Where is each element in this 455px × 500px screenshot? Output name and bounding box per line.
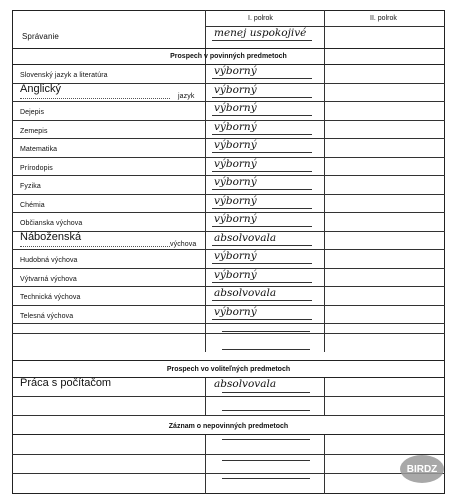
subject-label: Technická výchova — [20, 294, 81, 301]
grade-underline — [212, 171, 312, 172]
section-rule-top — [12, 360, 445, 361]
column-divider-2c — [324, 434, 325, 494]
subject-grade: výborný — [214, 194, 257, 207]
subject-grade: výborný — [214, 83, 257, 96]
behavior-grade: menej uspokojivé — [214, 27, 307, 39]
subject-label: Hudobná výchova — [20, 257, 78, 264]
dotted-fill-line — [20, 98, 170, 99]
column-divider-1c — [205, 434, 206, 494]
subject-grade: absolvovala — [214, 231, 277, 244]
grade-underline — [212, 263, 312, 264]
column-divider-2 — [324, 10, 325, 352]
subject-grade: výborný — [214, 157, 257, 170]
subject-grade: absolvovala — [214, 287, 277, 299]
grade-underline — [212, 319, 312, 320]
blank-grade-line — [222, 331, 310, 332]
grade-underline — [212, 226, 312, 227]
blank-grade-line — [222, 410, 310, 411]
subject-grade: výborný — [214, 65, 257, 77]
grade-underline — [212, 78, 312, 79]
behavior-underline — [212, 40, 312, 41]
nonmandatory-row-line — [12, 473, 445, 474]
subject-grade: výborný — [214, 139, 257, 151]
subject-grade: výborný — [214, 305, 257, 318]
grade-underline — [212, 97, 312, 98]
grade-underline — [212, 282, 312, 283]
subject-suffix: výchova — [170, 240, 197, 248]
section-rule-bottom — [12, 434, 445, 435]
subject-label: Náboženská — [20, 230, 82, 243]
blank-grade-line — [222, 478, 310, 479]
nonmandatory-row-line — [12, 454, 445, 455]
subject-label: Chémia — [20, 201, 45, 209]
subject-grade: výborný — [214, 102, 257, 114]
subject-grade: výborný — [214, 213, 257, 225]
subject-label: Anglický — [20, 82, 61, 95]
subject-label: Zemepis — [20, 127, 48, 135]
grade-underline — [212, 208, 312, 209]
dotted-fill-line — [20, 246, 170, 247]
grade-underline — [212, 189, 312, 190]
section-rule-top — [12, 48, 445, 49]
subject-label: Matematika — [20, 146, 58, 153]
subject-label: Výtvarná výchova — [20, 275, 77, 283]
subject-grade: výborný — [214, 176, 257, 188]
subject-suffix: jazyk — [178, 92, 195, 100]
grade-underline — [212, 300, 312, 301]
grade-underline — [212, 152, 312, 153]
optional-subject-label: Práca s počítačom — [20, 377, 112, 389]
section-title-mandatory: Prospech v povinných predmetoch — [170, 53, 287, 60]
optional-subject-grade: absolvovala — [214, 378, 277, 390]
subject-label: Fyzika — [20, 183, 41, 190]
blank-grade-line — [222, 349, 310, 350]
grade-underline — [212, 115, 312, 116]
column-header-first-term: I. polrok — [248, 15, 273, 22]
column-header-second-term: II. polrok — [370, 15, 397, 22]
subject-grade: výborný — [214, 120, 257, 133]
blank-grade-line — [222, 439, 310, 440]
blank-grade-line — [222, 392, 310, 393]
subject-grade: výborný — [214, 268, 257, 281]
subject-label: Dejepis — [20, 109, 45, 116]
optional-row-line — [12, 396, 445, 397]
section-title-nonmandatory: Záznam o nepovinných predmetoch — [168, 423, 289, 430]
subject-label: Slovenský jazyk a literatúra — [20, 72, 108, 79]
row-line — [12, 323, 445, 324]
subject-label: Prírodopis — [20, 164, 53, 172]
subject-label: Občianska výchova — [20, 220, 83, 227]
section-title-optional: Prospech vo voliteľných predmetoch — [166, 366, 291, 373]
optional-row-line — [12, 415, 445, 416]
subject-grade: výborný — [214, 250, 257, 262]
watermark-logo: BIRDZ — [400, 455, 444, 483]
grade-underline — [212, 245, 312, 246]
grade-underline — [212, 134, 312, 135]
empty-row-line — [12, 333, 445, 334]
column-divider-1 — [205, 10, 206, 352]
subject-label: Telesná výchova — [20, 312, 74, 320]
behavior-label: Správanie — [22, 32, 59, 41]
blank-grade-line — [222, 460, 310, 461]
